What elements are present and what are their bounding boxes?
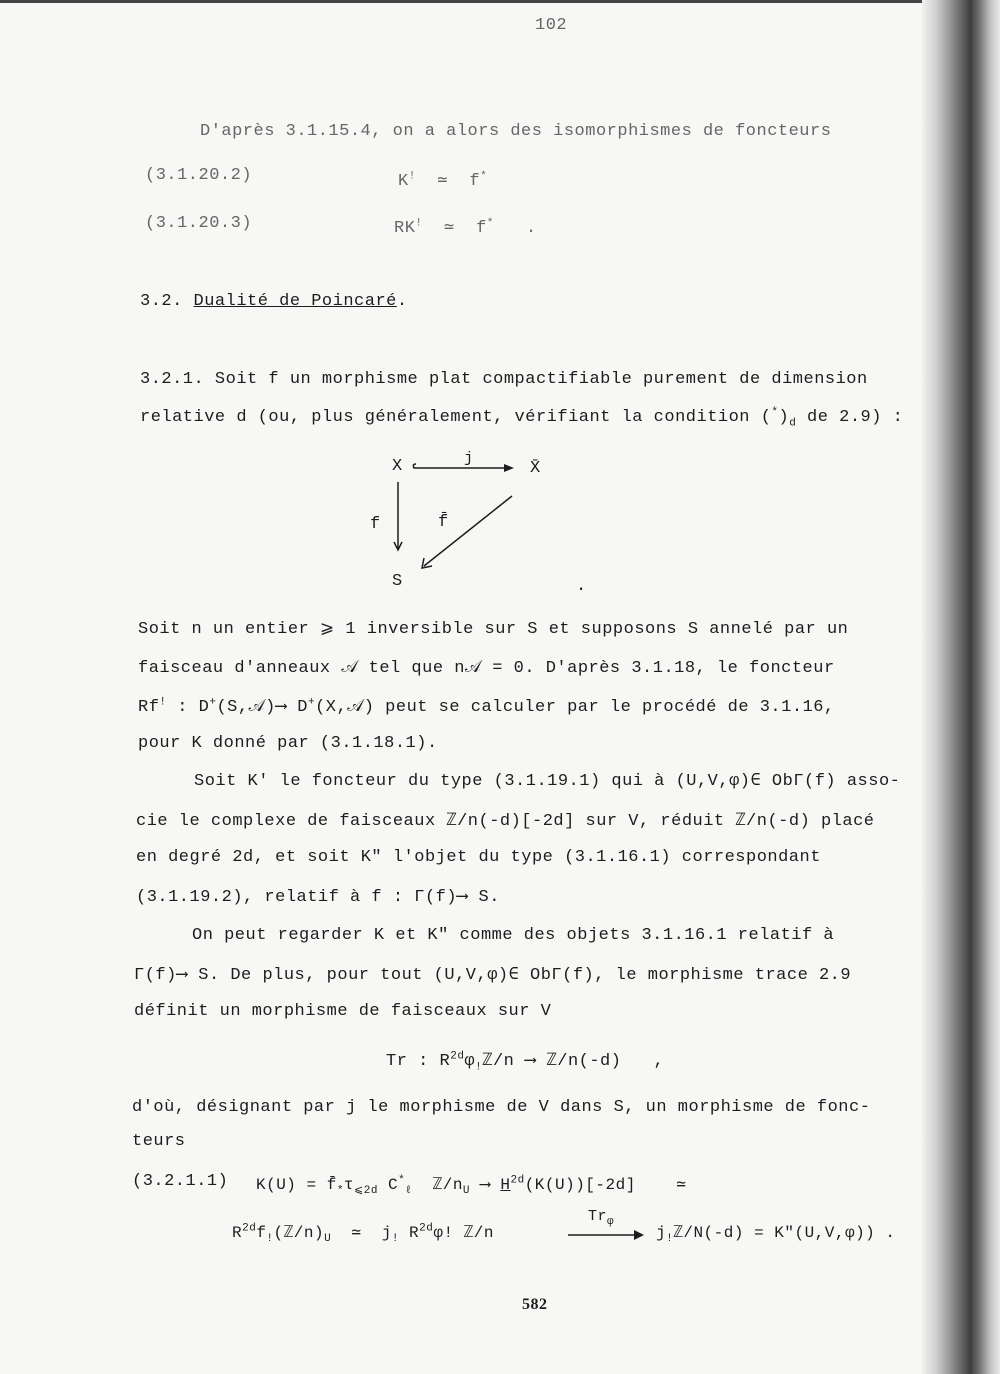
commutative-diagram (360, 448, 600, 603)
diagram-node-Xbar: X̄ (530, 459, 541, 478)
long-arrow (568, 1228, 648, 1242)
paragraph-line: relative d (ou, plus généralement, vérifiant la condition $(^*)_d$ de 2.9) : (140, 406, 904, 430)
section-heading: 3.2. Dualité de Poincaré. (140, 292, 408, 311)
paragraph-line: définit un morphisme de faisceaux sur V (134, 1002, 552, 1021)
paragraph-line: pour K donné par (3.1.18.1). (138, 734, 438, 753)
paragraph-line: Soit K' le foncteur du type (3.1.19.1) qui à (U,V,φ)∈ ObΓ(f) asso- (194, 772, 901, 791)
paragraph-line: Rf! : D+(S,𝒜)⟶ D+(X,𝒜) peut se calculer par le procédé de 3.1.16, (138, 696, 835, 717)
diagram-label-j: j (464, 450, 474, 467)
diagram-label-f: f (370, 515, 381, 534)
paragraph-line: Γ(f)⟶ S. De plus, pour tout (U,V,φ)∈ ObΓ(f), le morphisme trace 2.9 (134, 966, 852, 985)
top-border-line (0, 0, 930, 3)
equation-line-2: $R^{2d}f_!(ℤ/n)_U$ ≃ $j_!$ $R^{2d}\varphi$! ℤ/n (232, 1222, 494, 1246)
paragraph-line: 3.2.1. Soit f un morphisme plat compactifiable purement de dimension (140, 370, 868, 389)
equation-label: (3.1.20.3) (145, 214, 253, 233)
equation-line-2-end: $j_!ℤ/N(-d)$ = K"(U,V,φ)) . (656, 1224, 896, 1246)
diagram-node-S: S (392, 572, 403, 591)
paragraph-line: D'après 3.1.15.4, on a alors des isomorphismes de foncteurs (200, 122, 832, 141)
page-number-top: 102 (535, 16, 568, 35)
arrow-j (413, 464, 510, 468)
paragraph-line: cie le complexe de faisceaux ℤ/n(-d)[-2d] sur V, réduit ℤ/n(-d) placé (136, 812, 875, 831)
page-number-bottom: 582 (522, 1296, 548, 1313)
section-title: Dualité de Poincaré (193, 292, 397, 311)
equation-body: RK! ≃ f* . (394, 217, 537, 238)
equation-body: K! ≃ f* (398, 170, 488, 191)
paragraph-line: en degré 2d, et soit K" l'objet du type (3.1.16.1) correspondant (136, 848, 821, 867)
diagram-node-X: X (392, 457, 403, 476)
trace-over-arrow: $Tr_\varphi$ (588, 1208, 615, 1228)
trace-formula: Tr : $R^{2d}\varphi_!ℤ/n$ ⟶ ℤ/n(-d) , (386, 1050, 665, 1074)
paragraph-line: Soit n un entier ⩾ 1 inversible sur S et supposons S annelé par un (138, 620, 849, 639)
paragraph-line: (3.1.19.2), relatif à f : Γ(f)⟶ S. (136, 888, 500, 907)
diagram-label-fbar: f̄ (438, 513, 449, 532)
book-spine-shadow (922, 0, 1000, 1374)
paragraph-line: d'où, désignant par j le morphisme de V dans S, un morphisme de fonc- (132, 1098, 871, 1117)
arrow-j-head (504, 464, 514, 472)
paragraph-line: teurs (132, 1132, 186, 1151)
equation-line-1: $K(U) = f̄_*\tau_{⩽2d}$ $C^*_\ell$ $ℤ/n_U$ ⟶ $H^{2d}(K(U))[-2d]$ ≃ (256, 1174, 687, 1198)
equation-label: (3.1.20.2) (145, 166, 253, 185)
equation-label: (3.2.1.1) (132, 1172, 229, 1191)
paragraph-line: faisceau d'anneaux 𝒜 tel que n𝒜 = 0. D'après 3.1.18, le foncteur (138, 659, 835, 678)
diagram-dot: . (576, 577, 587, 596)
paragraph-line: On peut regarder K et K" comme des objets 3.1.16.1 relatif à (192, 926, 835, 945)
